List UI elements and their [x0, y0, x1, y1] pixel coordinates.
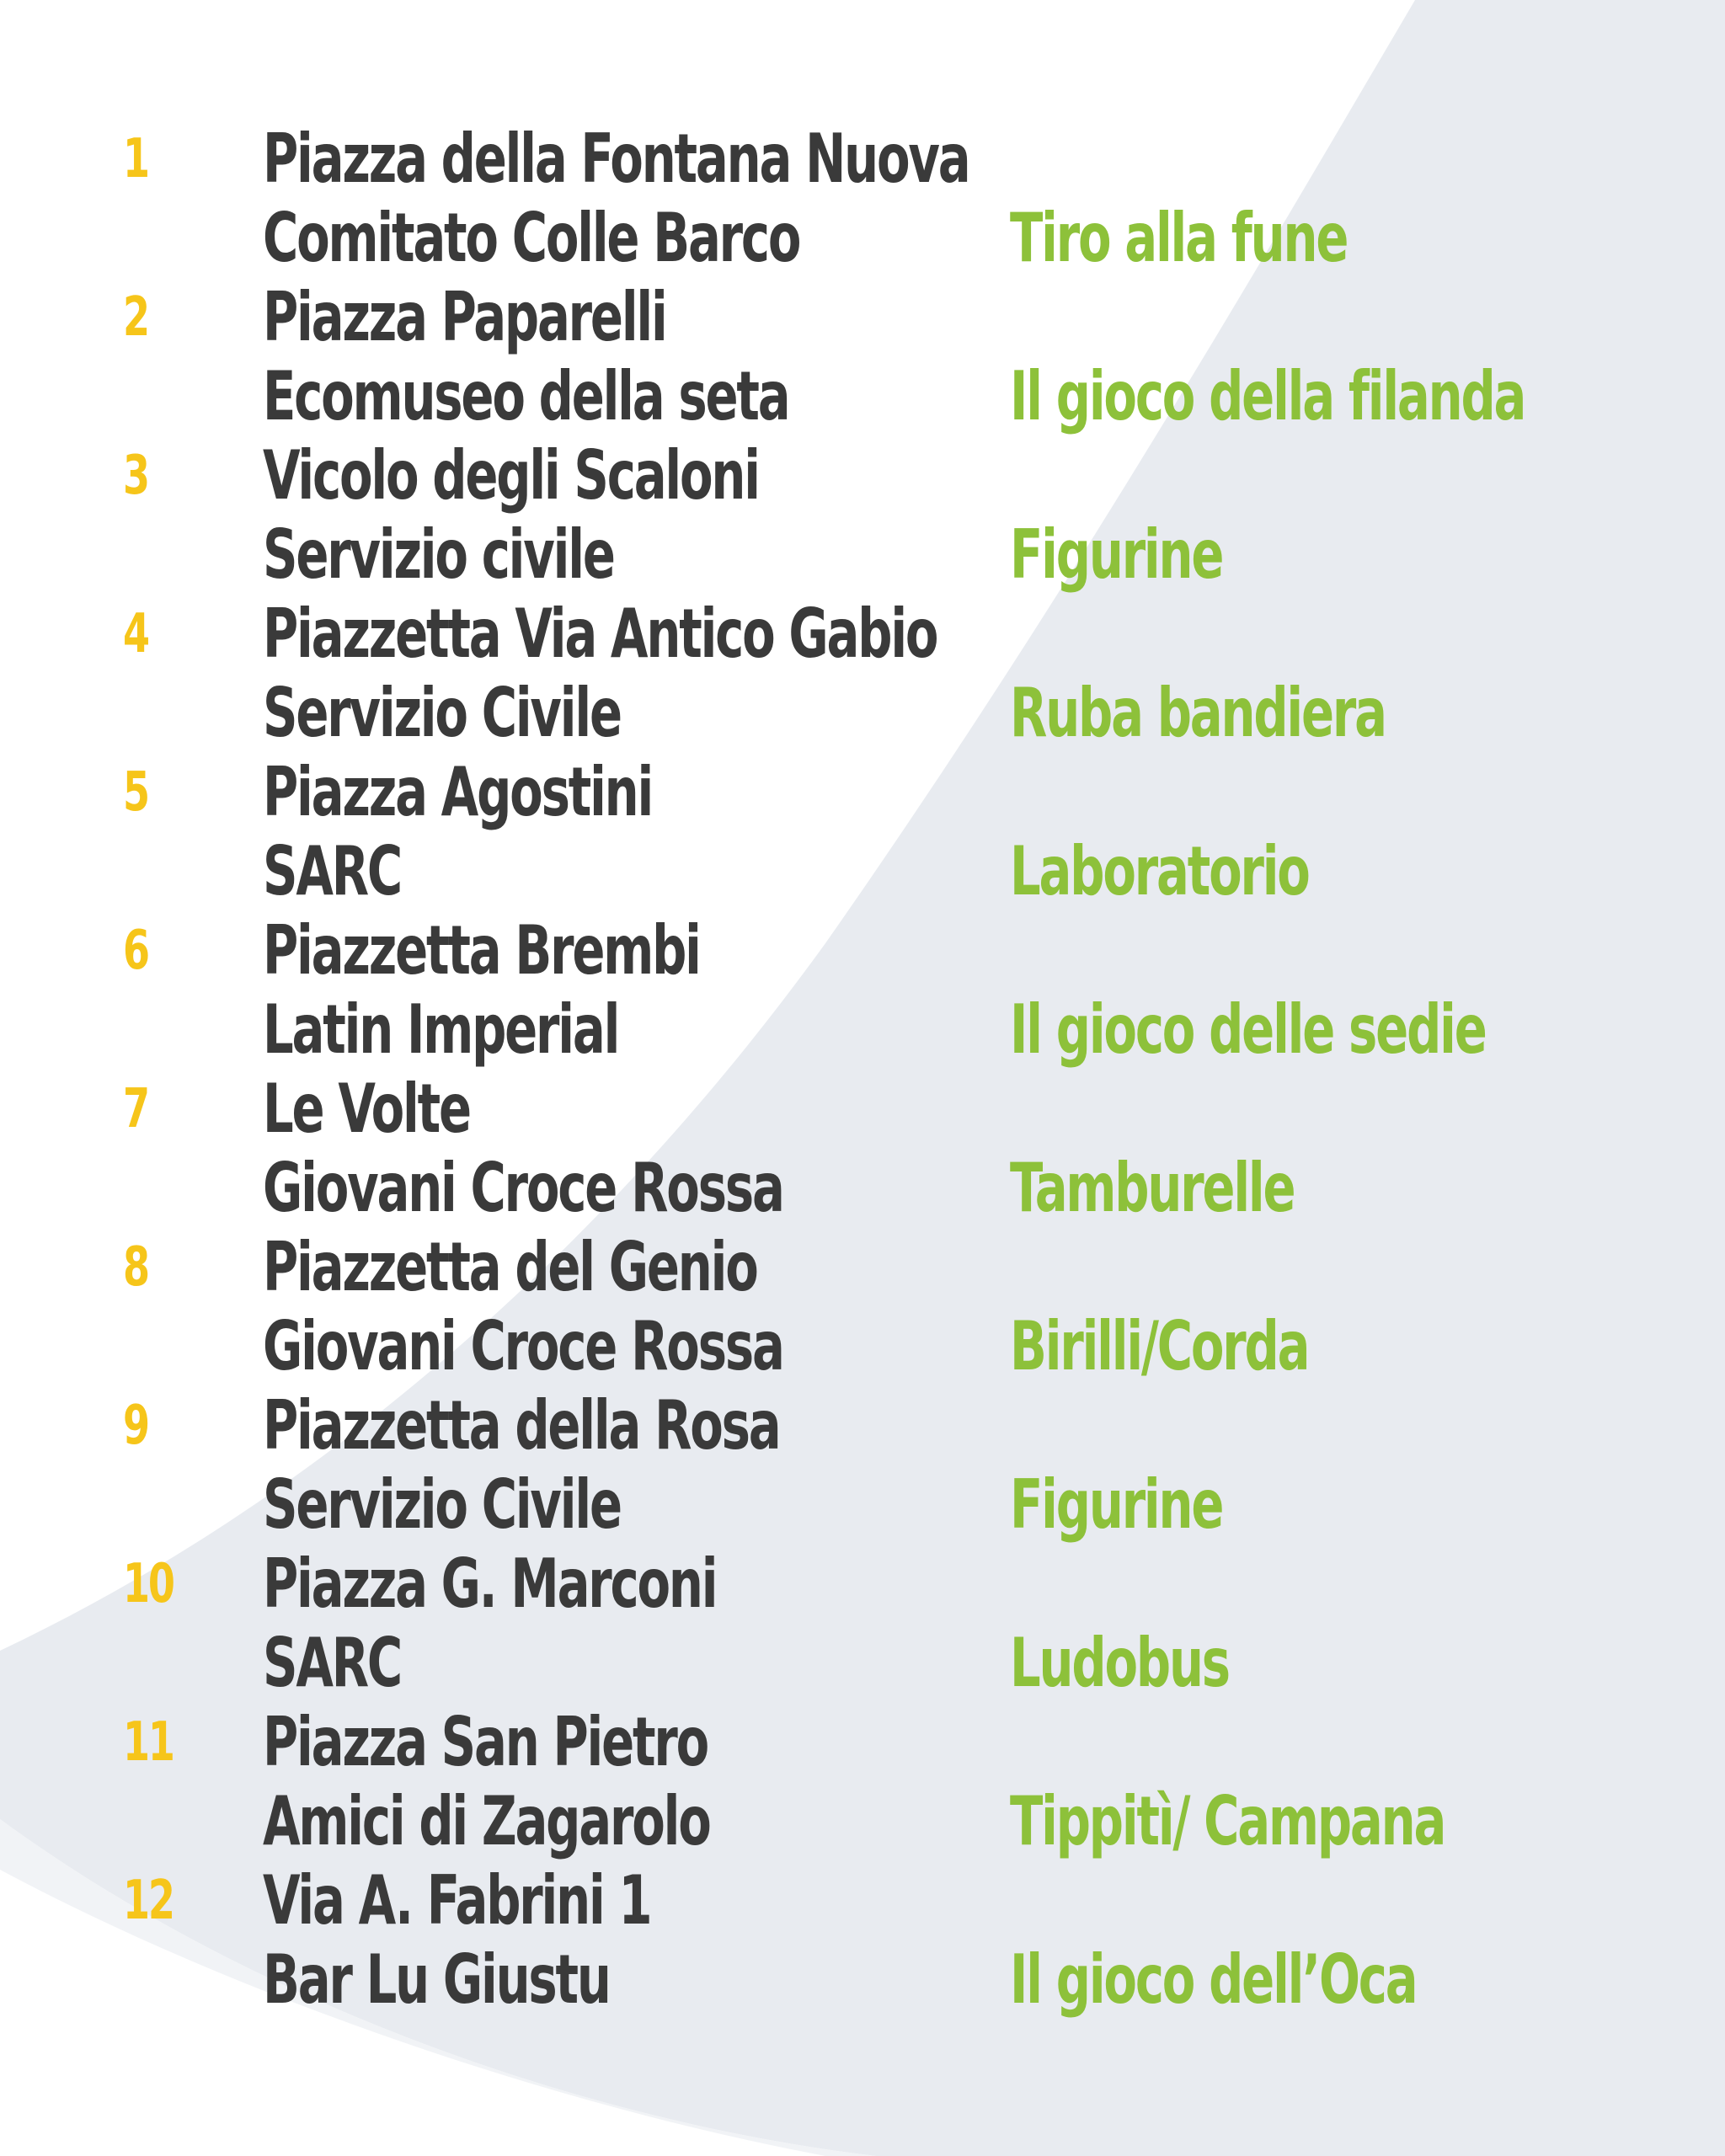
- entry-place: Via A. Fabrini 1: [263, 1861, 651, 1940]
- entry-game: Birilli/Corda: [1010, 1307, 1309, 1385]
- entry-organizer: Latin Imperial: [263, 990, 619, 1069]
- entry-place: Piazzetta Via Antico Gabio: [263, 595, 937, 673]
- list-item: [0, 753, 1725, 911]
- entry-number: 6: [123, 920, 148, 982]
- entry-game: Tamburelle: [1010, 1149, 1295, 1227]
- entry-number: 9: [123, 1395, 148, 1457]
- entry-game: Figurine: [1010, 515, 1223, 594]
- entry-place: Piazza G. Marconi: [263, 1545, 717, 1623]
- entry-game: Il gioco dell’Oca: [1010, 1940, 1417, 2019]
- entry-place: Piazzetta Brembi: [263, 911, 700, 990]
- list-item: [0, 1703, 1725, 1861]
- entry-number: 8: [123, 1236, 148, 1299]
- entry-place: Piazza Agostini: [263, 753, 653, 831]
- entry-organizer: Servizio civile: [263, 515, 614, 594]
- list-item: [0, 120, 1725, 278]
- entry-place: Piazza San Pietro: [263, 1703, 708, 1781]
- entry-organizer: SARC: [263, 1624, 402, 1702]
- list-item: [0, 1070, 1725, 1228]
- list-item: [0, 1861, 1725, 2020]
- entry-place: Piazza Paparelli: [263, 278, 666, 356]
- list-item: [0, 595, 1725, 753]
- entry-number: 12: [123, 1870, 174, 1932]
- entry-organizer: SARC: [263, 832, 402, 910]
- entry-game: Figurine: [1010, 1465, 1223, 1544]
- entry-number: 10: [123, 1553, 174, 1615]
- list-item: [0, 911, 1725, 1070]
- entry-organizer: Servizio Civile: [263, 674, 621, 752]
- entry-game: Il gioco della filanda: [1010, 357, 1525, 435]
- list-item: [0, 436, 1725, 595]
- entry-organizer: Comitato Colle Barco: [263, 199, 800, 277]
- entry-game: Ludobus: [1010, 1624, 1229, 1702]
- entry-number: 2: [123, 286, 148, 349]
- entry-organizer: Amici di Zagarolo: [263, 1782, 710, 1860]
- entry-game: Ruba bandiera: [1010, 674, 1386, 752]
- entry-organizer: Ecomuseo della seta: [263, 357, 789, 435]
- entry-place: Piazza della Fontana Nuova: [263, 120, 969, 198]
- entry-place: Le Volte: [263, 1070, 470, 1148]
- entry-game: Tiro alla fune: [1010, 199, 1348, 277]
- entry-number: 5: [123, 761, 148, 824]
- entry-place: Vicolo degli Scaloni: [263, 436, 759, 515]
- entry-number: 11: [123, 1711, 174, 1774]
- entry-game: Il gioco delle sedie: [1010, 990, 1486, 1069]
- entry-organizer: Servizio Civile: [263, 1465, 621, 1544]
- list-item: [0, 1228, 1725, 1386]
- entry-game: Laboratorio: [1010, 832, 1309, 910]
- entry-number: 3: [123, 445, 148, 507]
- entry-number: 4: [123, 603, 148, 665]
- entry-game: Tippitì/ Campana: [1010, 1782, 1445, 1860]
- entry-organizer: Bar Lu Giustu: [263, 1940, 610, 2019]
- entry-place: Piazzetta della Rosa: [263, 1386, 780, 1465]
- list-item: [0, 278, 1725, 436]
- list-item: [0, 1545, 1725, 1703]
- entry-place: Piazzetta del Genio: [263, 1228, 757, 1306]
- list-item: [0, 1386, 1725, 1545]
- entry-organizer: Giovani Croce Rossa: [263, 1307, 783, 1385]
- entry-number: 7: [123, 1078, 148, 1140]
- entry-number: 1: [123, 128, 148, 190]
- entry-organizer: Giovani Croce Rossa: [263, 1149, 783, 1227]
